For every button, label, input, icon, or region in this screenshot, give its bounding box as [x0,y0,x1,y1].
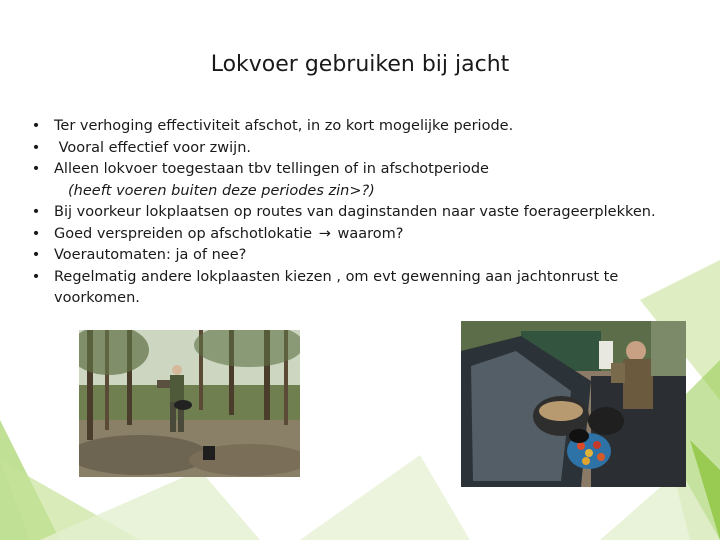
bullet-text: Alleen lokvoer toegestaan tbv tellingen of in afschotperiode [54,161,489,177]
bullet-dot: • [31,161,41,177]
forest-hunter-photo [79,330,300,477]
bullet-item [30,245,690,267]
bullet-dot: • [31,204,41,220]
bullet-text: (heeft voeren buiten deze periodes zin>?) [68,182,375,199]
bullet-list [30,116,690,310]
bullet-text: Bij voorkeur lokplaatsen op routes van daginstanden naar vaste foerageerplekken. [54,204,656,220]
bullet-text: Regelmatig andere lokplaasten kiezen , om evt gewenning aan jachtonrust te [54,268,619,285]
bullet-item [30,116,690,138]
bullet-dot: • [31,118,41,134]
slide-title: Lokvoer gebruiken bij jacht [210,52,510,77]
bullet-dot: • [31,268,41,285]
bullet-dot: • [31,225,41,242]
bullet-continuation [30,288,690,310]
bullet-dot: • [31,247,41,263]
feeding-buckets-photo [461,321,686,487]
bullet-text: Voerautomaten: ja of nee? [54,247,247,263]
bullet-text: Ter verhoging effectiviteit afschot, in zo kort mogelijke periode. [54,118,514,134]
bullet-item [30,267,690,289]
arrow-right-icon: → [318,225,331,242]
bullet-item [30,224,690,246]
bullet-item [30,159,690,181]
bullet-item [30,202,690,224]
bullet-subline [30,181,690,203]
bullet-dot: • [31,139,41,156]
bullet-text: Goed verspreiden op afschotlokatie [54,225,313,242]
bullet-text: waarom? [337,225,404,242]
bullet-text: voorkomen. [54,290,140,306]
bullet-text: Vooral effectief voor zwijn. [54,139,252,156]
bullet-item [30,138,690,160]
